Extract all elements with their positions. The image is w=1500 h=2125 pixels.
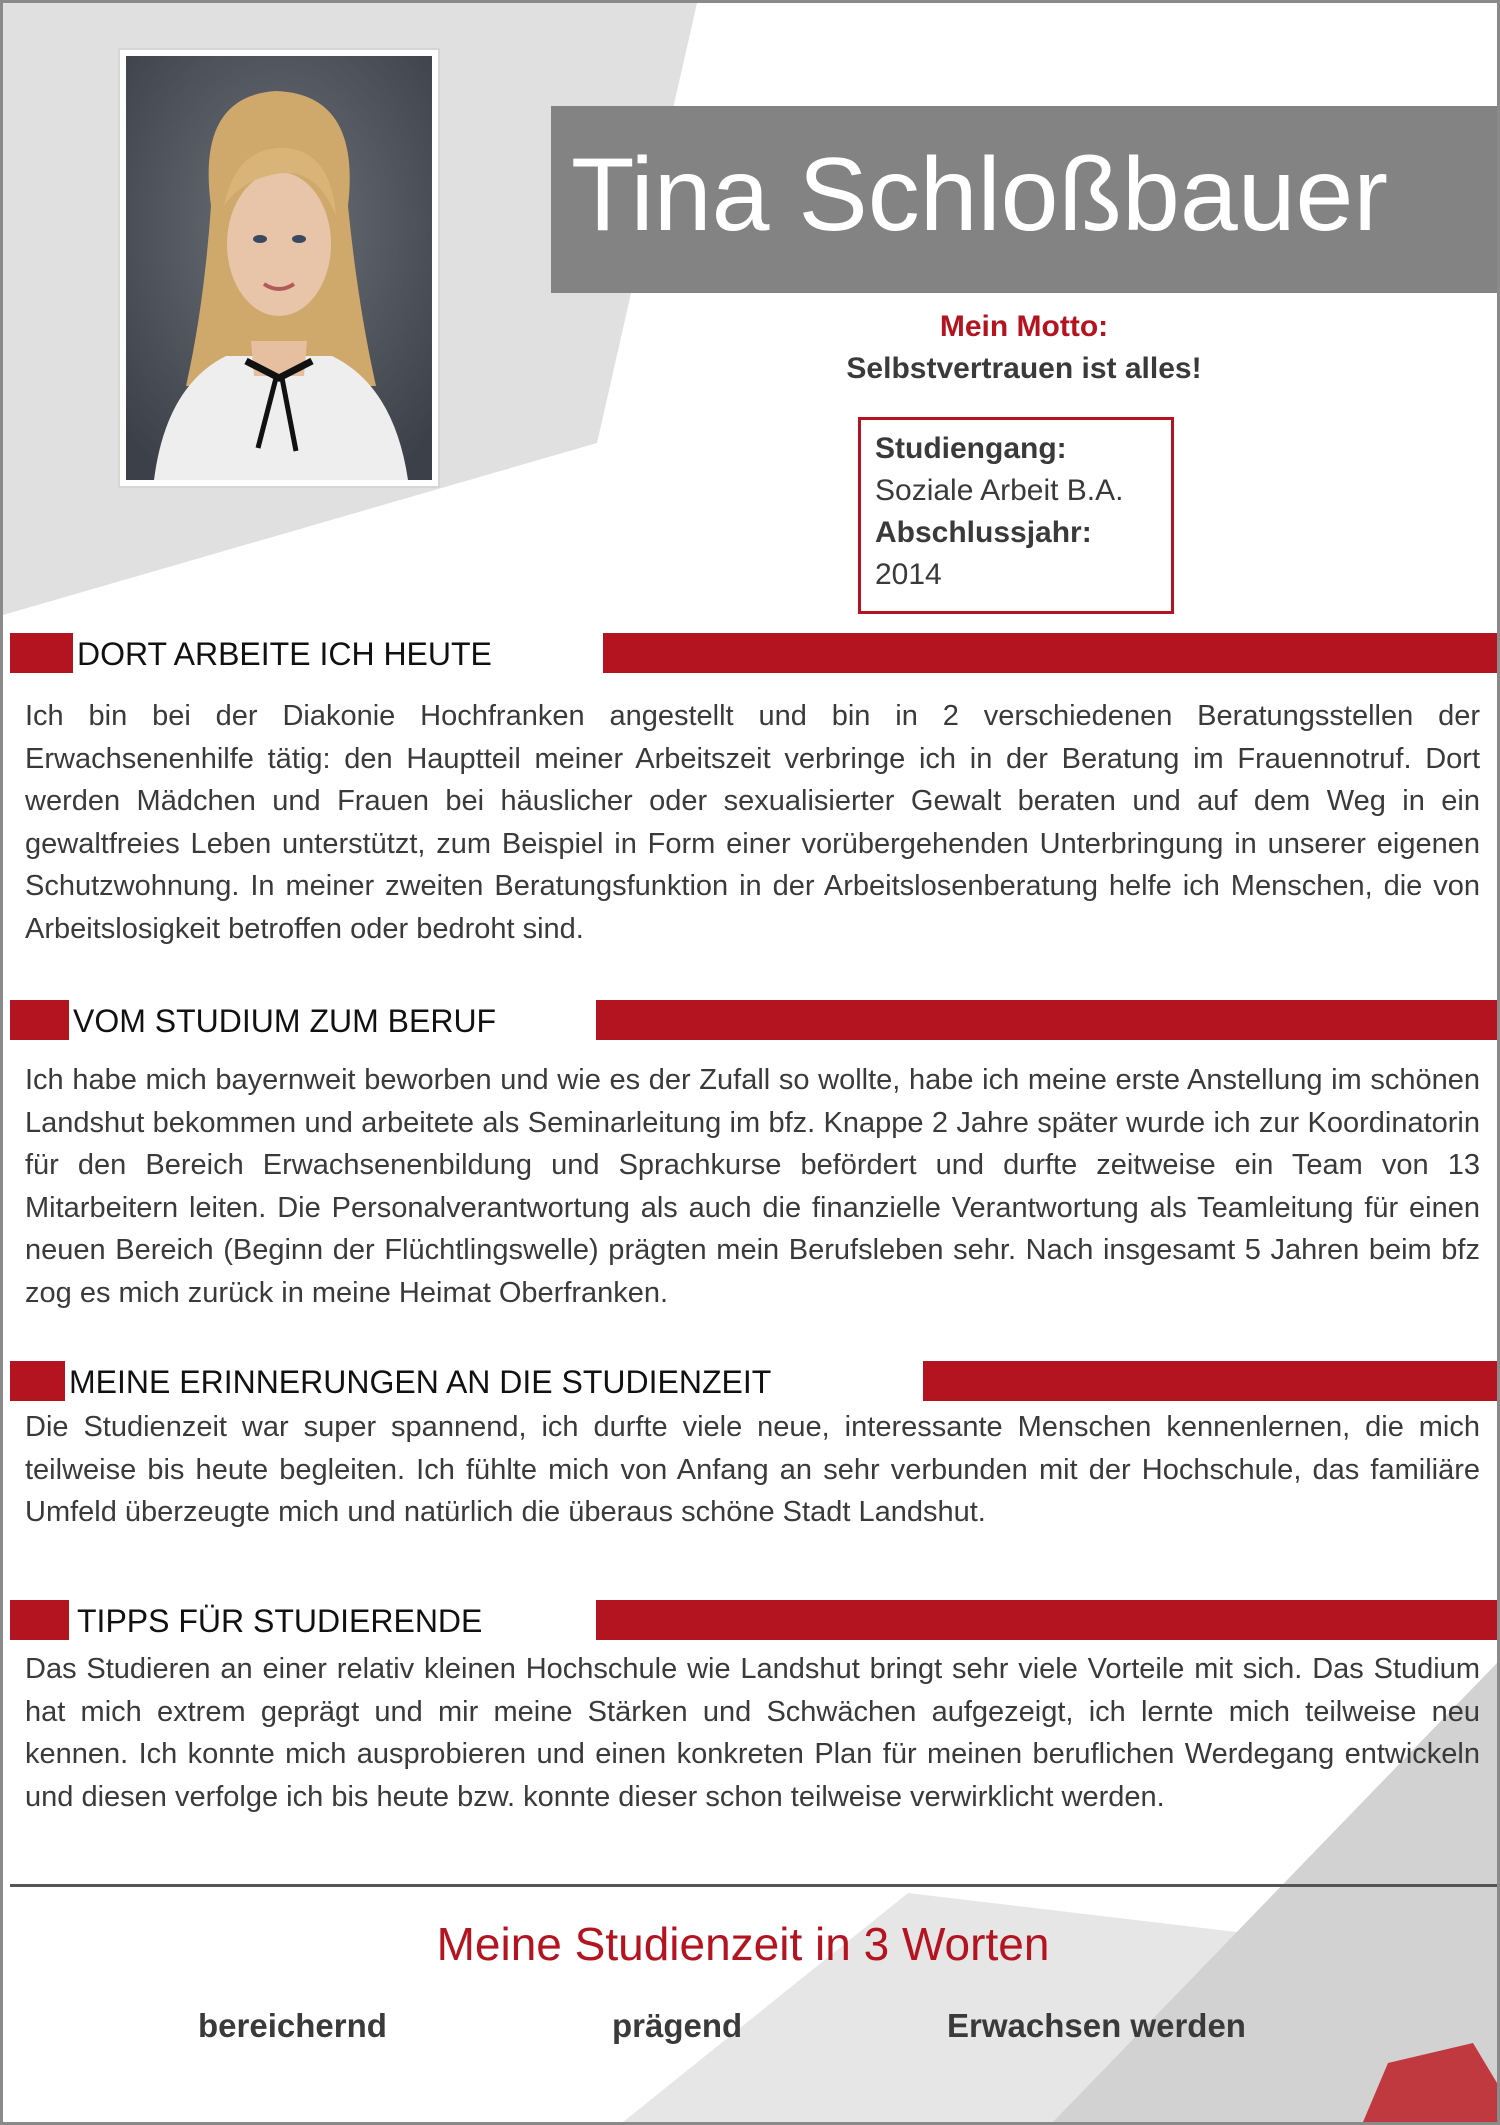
graduation-year-label: Abschlussjahr: [875, 516, 1092, 549]
section-accent-left [10, 1000, 69, 1040]
section-accent-right [603, 633, 1497, 673]
footer-divider [10, 1884, 1497, 1887]
word-2: prägend [612, 2007, 743, 2044]
section-header-tips [10, 1600, 1497, 1640]
section-accent-left [10, 1600, 69, 1640]
section-text-study-to-job: Ich habe mich bayernweit beworben und wie es der Zufall so wollte, habe ich meine erste Anstellung im schönen Landshut bekommen und arbeitete als Seminarleitung im bfz. Knappe 2 Jahre später wurde ich zur Koordinatorin für den Bereich Erwachsenenbildung und Sprachkurse befördert und durfte zeitweise ein Team von 13 Mitarbeitern leiten. Die Personalverantwortung als auch die finanzielle Verantwortung als Teamleitung für einen neuen Bereich (Beginn der Flüchtlingswelle) prägten mein Berufsleben sehr. Nach insgesamt 5 Jahren beim bfz zog es mich zurück in meine Heimat Oberfranken. [25, 1064, 1480, 1309]
section-accent-right [596, 1000, 1497, 1040]
section-text-work-today: Ich bin bei der Diakonie Hochfranken angestellt und bin in 2 verschiedenen Beratungsstellen der Erwachsenenhilfe tätig: den Hauptteil meiner Arbeitszeit verbringe ich in der Beratung im Frauennotruf. Dort werden Mädchen und Frauen bei häuslicher oder sexualisierter Gewalt beraten und auf dem Weg in ein gewaltfreies Leben unterstützt, zum Beispiel in Form einer vorübergehenden Unterbringung in unserer eigenen Schutzwohnung. In meiner zweiten Beratungsfunktion in der Arbeitslosenberatung helfe ich Menschen, die von Arbeitslosigkeit betroffen oder bedroht sind. [25, 700, 1480, 945]
person-name: Tina Schloßbauer [571, 137, 1389, 253]
section-title-study-to-job: VOM STUDIUM ZUM BERUF [73, 1003, 497, 1039]
study-program-value: Soziale Arbeit B.A. [875, 474, 1124, 507]
portrait-photo-frame [118, 48, 440, 488]
section-accent-right [923, 1361, 1497, 1401]
section-title-work-today: DORT ARBEITE ICH HEUTE [77, 636, 492, 672]
word-3: Erwachsen werden [947, 2007, 1246, 2044]
section-accent-left [10, 1361, 65, 1401]
section-accent-right [596, 1600, 1497, 1640]
section-accent-left [10, 633, 73, 673]
section-header-work-today [10, 633, 1497, 673]
portrait-photo [126, 56, 432, 480]
section-title-memories: MEINE ERINNERUNGEN AN DIE STUDIENZEIT [69, 1364, 772, 1400]
section-title-tips: TIPPS FÜR STUDIERENDE [77, 1603, 483, 1639]
section-text-tips: Das Studieren an einer relativ kleinen Hochschule wie Landshut bringt sehr viele Vorteile mit sich. Das Studium hat mich extrem geprägt und mir meine Stärken und Schwächen aufgezeigt, ich lernte mich teilweise neu kennen. Ich konnte mich ausprobieren und einen konkreten Plan für meinen beruflichen Werdegang entwickeln und diesen verfolge ich bis heute bzw. konnte dieser schon teilweise verwirklicht werden. [25, 1653, 1480, 1813]
word-1: bereichernd [198, 2007, 387, 2044]
section-text-memories: Die Studienzeit war super spannend, ich durfte viele neue, interessante Menschen kennenlernen, die mich teilweise bis heute begleiten. Ich fühlte mich von Anfang an sehr verbunden mit der Hochschule, das familiäre Umfeld überzeugte mich und natürlich die überaus schöne Stadt Landshut. [25, 1411, 1480, 1528]
study-program-label: Studiengang: [875, 432, 1067, 465]
name-banner [551, 106, 1497, 293]
section-header-study-to-job [10, 1000, 1497, 1040]
motto-text: Selbstvertrauen ist alles! [846, 352, 1202, 385]
section-header-memories [10, 1361, 1497, 1401]
motto-label: Mein Motto: [939, 310, 1109, 343]
three-words-title: Meine Studienzeit in 3 Worten [436, 1918, 1050, 1970]
graduation-year-value: 2014 [875, 558, 942, 591]
study-info-box [858, 417, 1174, 614]
